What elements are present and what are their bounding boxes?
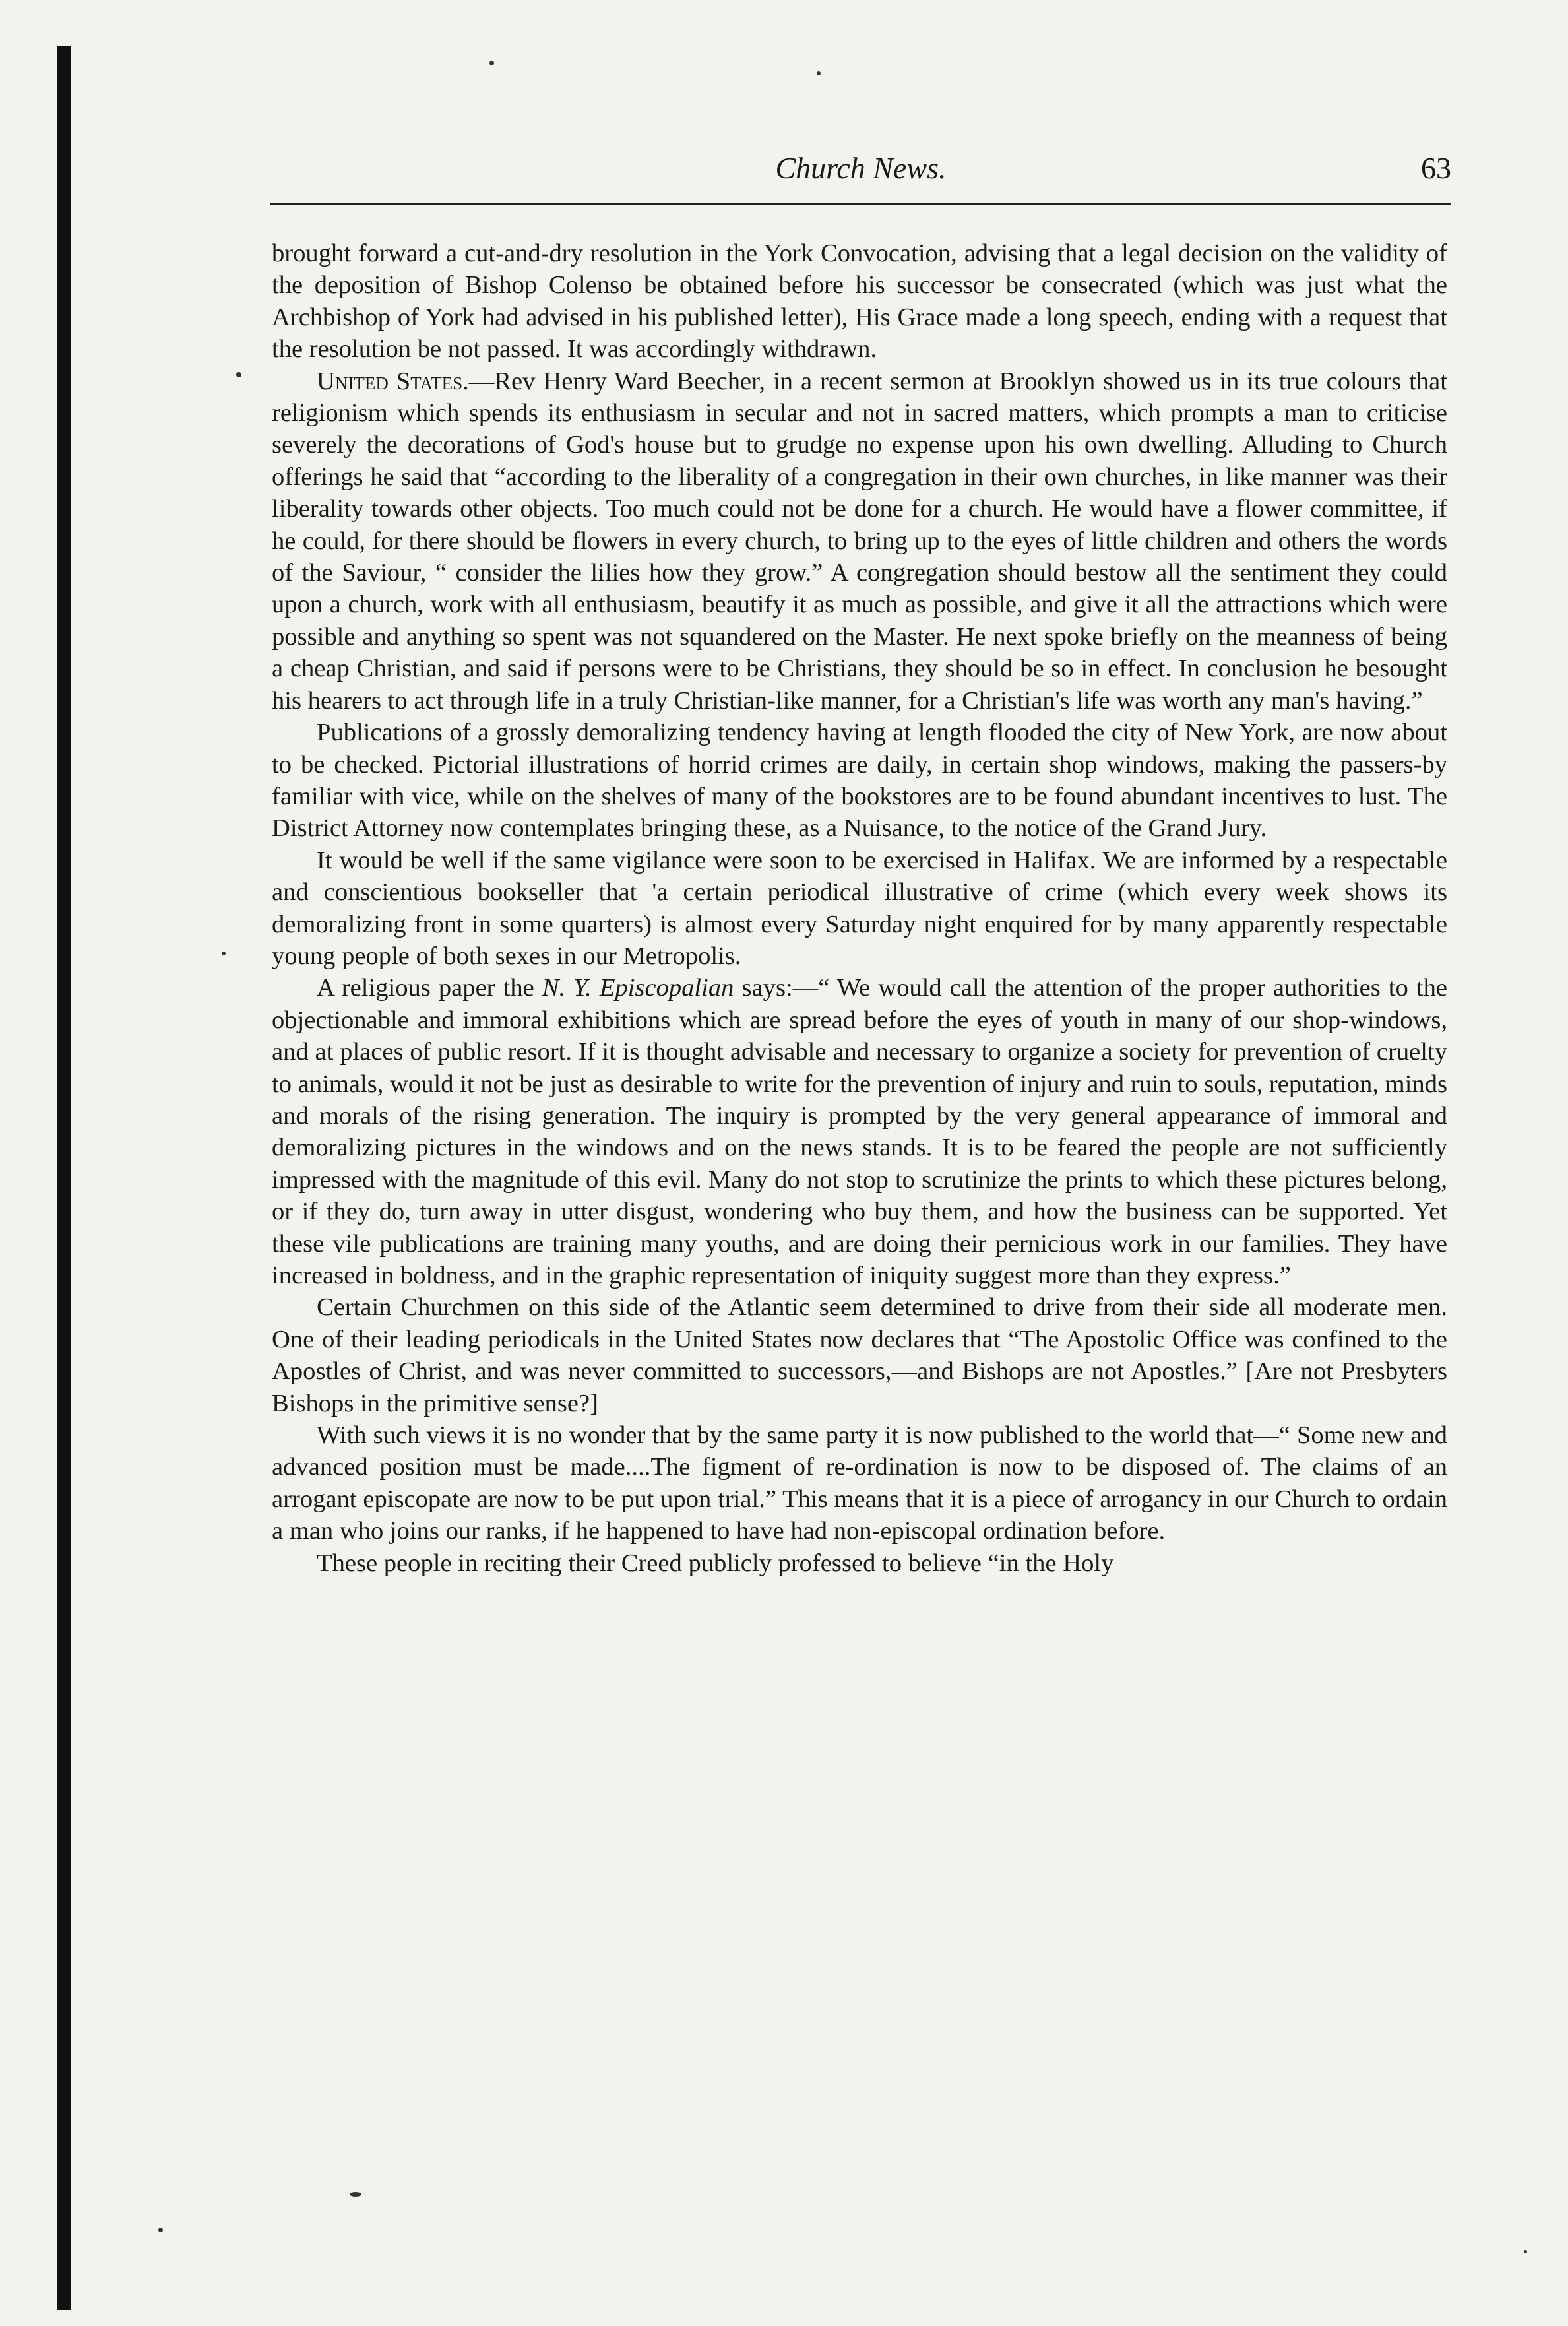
publication-title: N. Y. Episcopalian xyxy=(542,974,734,1002)
paragraph-text: Publications of a grossly demoralizing tendency having at length flooded the city of New York, are now about to be checked. Pictorial illustrations of horrid crimes are daily, in certain shop windows, making the passers-by familiar with vice, while on the shelves of many of the bookstores are to be found abundant incentives to lust. The District Attorney now contemplates bringing these, as a Nuisance, to the notice of the Grand Jury. xyxy=(272,719,1447,843)
paragraph-text: brought forward a cut-and-dry resolution in the York Convocation, advising that a legal decision on the validity of the deposition of Bishop Colenso be obtained before his successor be consecrated (which was just what the Archbishop of York had advised in his published letter), His Grace made a long speech, ending with a request that the resolution be not passed. It was accordingly withdrawn. xyxy=(272,240,1447,364)
paragraph-text: —Rev Henry Ward Beecher, in a recent sermon at Brooklyn showed us in its true colours that religionism which spends its enthusiasm in secular and not in sacred matters, which prompts a man to criticise severely the decorations of God's house but to grudge no expense upon his own dwelling. Alluding to Church offerings he said that “according to the liberality of a congregation in their own churches, in like manner was their liberality towards other objects. Too much could not be done for a church. He would have a flower committee, if he could, for there should be flowers in every church, to bring up to the eyes of little children and others the words of the Saviour, “ consider the lilies how they grow.” A congregation should bestow all the sentiment they could upon a church, work with all enthusiasm, beautify it as much as possible, and give it all the attractions which were possible and anything so spent was not squandered on the Master. He next spoke briefly on the meanness of being a cheap Christian, and said if persons were to be Christians, they should be so in effect. In conclusion he besought his hearers to act through life in a truly Christian-like manner, for a Christian's life was worth any man's having.” xyxy=(272,367,1447,715)
paragraph-text: With such views it is no wonder that by the same party it is now published to the world that—“ Some new and advanced position must be made....The figment of re-ordination is now to be disposed of. The claims of an arrogant episcopate are now to be put upon trial.” This means that it is a piece of arrogancy in our Church to ordain a man who joins our ranks, if he happened to have had non-episcopal ordination before. xyxy=(272,1421,1447,1545)
paragraph xyxy=(272,238,1447,366)
scan-speck xyxy=(350,2192,361,2197)
scan-speck xyxy=(222,952,226,955)
header-rule xyxy=(270,203,1451,205)
paragraph xyxy=(272,1291,1447,1419)
paragraph-text: It would be well if the same vigilance were soon to be exercised in Halifax. We are informed by a respectable and conscientious bookseller that 'a certain periodical illustrative of crime (which every week shows its demoralizing front in some quarters) is almost every Saturday night enquired for by many apparently respectable young people of both sexes in our Metropolis. xyxy=(272,846,1447,970)
paragraph-text: Certain Churchmen on this side of the Atlantic seem determined to drive from their side all moderate men. One of their leading periodicals in the United States now declares that “The Apostolic Office was confined to the Apostles of Christ, and was never committed to successors,—and Bishops are not Apostles.” [Are not Presbyters Bishops in the primitive sense?] xyxy=(272,1293,1447,1417)
article-body xyxy=(272,238,1447,1579)
scan-speck xyxy=(1524,2250,1527,2253)
paragraph xyxy=(272,972,1447,1291)
paragraph-text: A religious paper the xyxy=(317,974,542,1002)
paragraph xyxy=(272,366,1447,717)
paragraph-text: These people in reciting their Creed publicly professed to believe “in the Holy xyxy=(317,1549,1114,1577)
scan-speck xyxy=(489,61,494,65)
paragraph-text: says:—“ We would call the attention of the proper authorities to the objectionable and immoral exhibitions which are spread before the eyes of youth in many of our shop-windows, and at places of public resort. If it is thought advisable and necessary to organize a society for prevention of cruelty to animals, would it not be just as desirable to write for the prevention of injury and ruin to souls, reputation, minds and morals of the rising generation. The inquiry is prompted by the very general appearance of immoral and demoralizing pictures in the windows and on the news stands. It is to be feared the people are not sufficiently impressed with the magnitude of this evil. Many do not stop to scrutinize the prints to which these pictures belong, or if they do, turn away in utter disgust, wondering who buy them, and how the business can be supported. Yet these vile publications are training many youths, and are doing their pernicious work in our families. They have increased in boldness, and in the graphic representation of iniquity suggest more than they express.” xyxy=(272,974,1447,1289)
page-header xyxy=(270,150,1451,197)
paragraph xyxy=(272,1419,1447,1547)
paragraph xyxy=(272,845,1447,973)
section-heading: United States. xyxy=(317,367,469,395)
paragraph xyxy=(272,717,1447,845)
running-title: Church News. xyxy=(775,151,947,185)
scan-speck xyxy=(817,71,821,75)
scan-speck xyxy=(158,2228,163,2232)
binding-edge xyxy=(57,46,71,2310)
scan-speck xyxy=(236,372,241,377)
page-number: 63 xyxy=(1421,151,1451,185)
paragraph xyxy=(272,1547,1447,1579)
